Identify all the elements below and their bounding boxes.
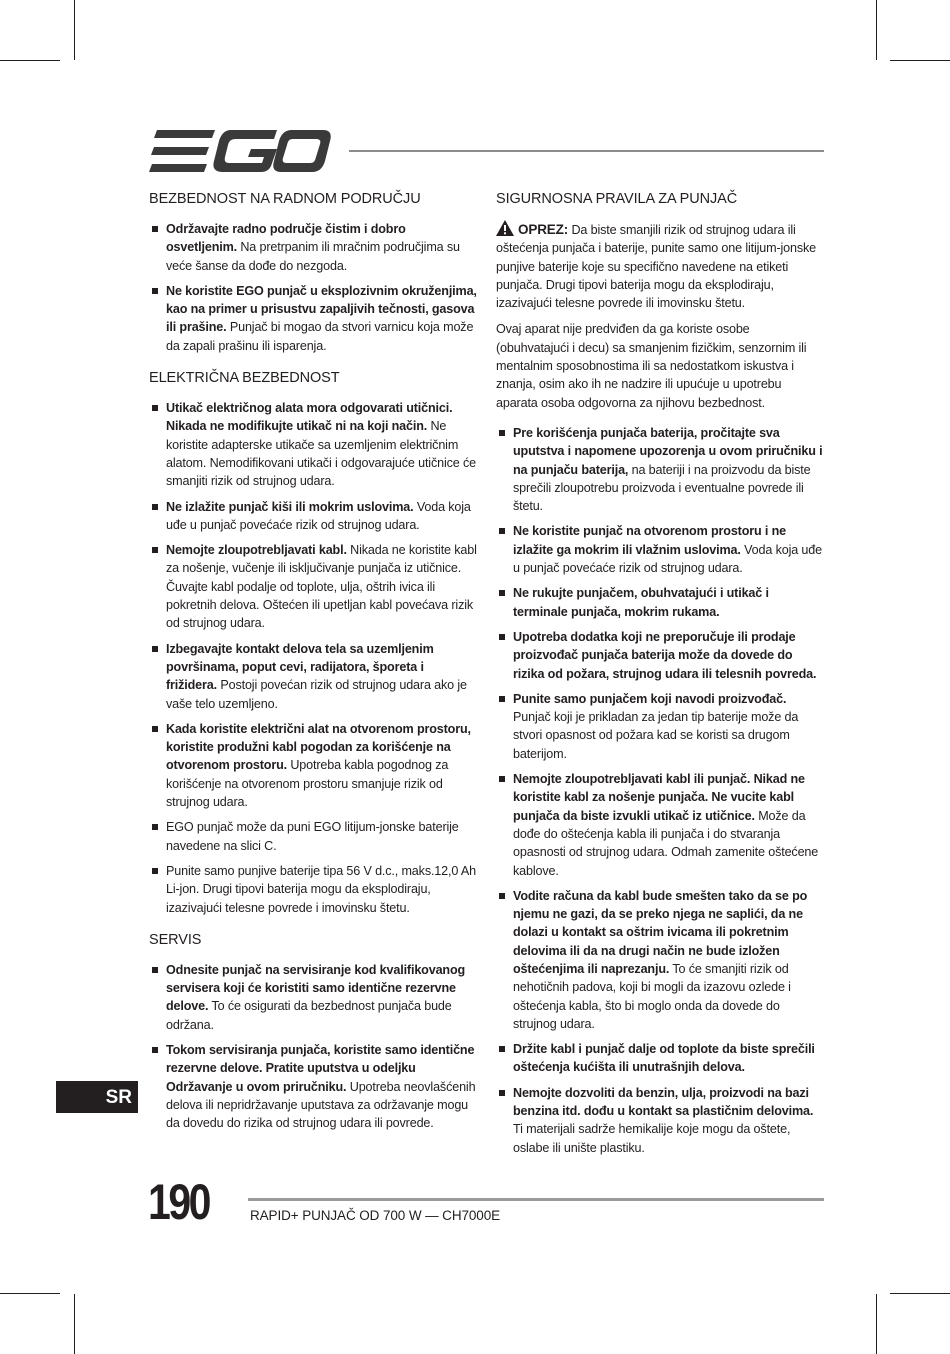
list-item: Držite kabl i punjač dalje od toplote da biste sprečili oštećenja kućišta ili unutrašnjih delova. xyxy=(496,1040,825,1077)
caution-label: OPREZ: xyxy=(518,222,569,237)
language-tab: SR xyxy=(56,1081,138,1113)
header-rule xyxy=(349,150,824,152)
list-item: Ne izlažite punjač kiši ili mokrim uslovima. Voda koja uđe u punjač povećaće rizik od strujnog udara. xyxy=(149,498,477,535)
crop-mark xyxy=(0,60,60,61)
footer-title: RAPID+ PUNJAČ OD 700 W — CH7000E xyxy=(250,1208,501,1223)
bullet-list xyxy=(496,424,825,1157)
list-item: EGO punjač može da puni EGO litijum-jonske baterije navedene na slici C. xyxy=(149,818,477,855)
list-item: Odnesite punjač na servisiranje kod kvalifikovanog servisera koji će koristiti samo identične rezervne delove. To će osigurati da bezbednost punjača bude održana. xyxy=(149,961,477,1034)
list-item: Ne koristite EGO punjač u eksplozivnim okruženjima, kao na primer u prisustvu zapaljivih tečnosti, gasova ili prašine. Punjač bi mogao da stvori varnicu koja može da zapali prašinu ili isparenja. xyxy=(149,282,477,355)
list-item: Upotreba dodatka koji ne preporučuje ili prodaje proizvođač punjača baterija može da dovede do rizika od požara, strujnog udara ili telesnih povreda. xyxy=(496,628,825,683)
warning-triangle-icon xyxy=(496,220,514,236)
list-item: Održavajte radno područje čistim i dobro osvetljenim. Na pretrpanim ili mračnim područjima su veće šanse da dođe do nezgoda. xyxy=(149,220,477,275)
bullet-list xyxy=(149,961,477,1133)
crop-mark xyxy=(74,0,75,60)
section-heading: SERVIS xyxy=(149,931,202,948)
list-item: Izbegavajte kontakt delova tela sa uzemljenim površinama, poput cevi, radijatora, šporeta i frižidera. Postoji povećan rizik od strujnog udara ako je vaše telo uzemljeno. xyxy=(149,640,477,713)
crop-mark xyxy=(890,1293,950,1294)
list-item: Ne rukujte punjačem, obuhvatajući i utikač i terminale punjača, mokrim rukama. xyxy=(496,584,825,621)
caution-text: Da biste smanjili rizik od strujnog udara ili oštećenja punjača i baterije, punite samo one litijum-jonske punjive baterije koje su specifično navedene na etiketi punjača. Drugi tipovi baterija mogu da eksplodiraju, izazivajući telesne povrede ili imovinsku štetu. xyxy=(496,223,817,311)
list-item: Vodite računa da kabl bude smešten tako da se po njemu ne gazi, da se preko njega ne saplići, da ne dolazi u kontakt sa oštrim ivicama ili pokretnim delovima ili da na drugi način ne bude izložen oštećenjima ili naprezanju. To će smanjiti rizik od nehotičnih padova, koji bi mogli da izazovu ozlede i oštećenja kabla, što bi moglo onda da dovede do strujnog udara. xyxy=(496,887,825,1033)
crop-mark xyxy=(0,1293,60,1294)
crop-mark xyxy=(74,1294,75,1354)
right-column xyxy=(496,190,825,1164)
bullet-list xyxy=(149,220,477,355)
section-heading: BEZBEDNOST NA RADNOM PODRUČJU xyxy=(149,191,421,207)
left-column xyxy=(149,190,477,1139)
footer-rule xyxy=(248,1198,824,1201)
body-paragraph: Ovaj aparat nije predviđen da ga koriste osobe (obuhvatajući i decu) sa smanjenim fizičkim, senzornim ili mentalnim sposobnostima ili sa nedostatkom iskustva i znanja, osim ako ih ne nadzire ili upućuje u upotrebu aparata osoba odgovorna za njihovu bezbednost. xyxy=(496,322,807,410)
crop-mark xyxy=(890,60,950,61)
section-heading: SIGURNOSNA PRAVILA ZA PUNJAČ xyxy=(496,191,738,207)
crop-mark xyxy=(876,1294,877,1354)
page-number: 190 xyxy=(148,1174,210,1230)
list-item: Utikač električnog alata mora odgovarati utičnici. Nikada ne modifikujte utikač ni na koji način. Ne koristite adapterske utikače sa uzemljenim električnim alatom. Nemodifikovani utikači i odgovarajuće utičnice će smanjiti rizik od strujnog udara. xyxy=(149,399,477,490)
list-item: Pre korišćenja punjača baterija, pročitajte sva uputstva i napomene upozorenja u ovom priručniku i na punjaču baterija, na bateriji i na proizvodu da biste sprečili zloupotrebu proizvoda i eventualne povrede ili štetu. xyxy=(496,424,825,515)
crop-mark xyxy=(876,0,877,60)
ego-logo xyxy=(149,130,331,172)
list-item: Nemojte zloupotrebljavati kabl. Nikada ne koristite kabl za nošenje, vučenje ili isključivanje punjača iz utičnice. Čuvajte kabl podalje od toplote, ulja, oštrih ivica ili pokretnih delova. Oštećen ili upetljan kabl povećava rizik od strujnog udara. xyxy=(149,541,477,632)
list-item: Tokom servisiranja punjača, koristite samo identične rezervne delove. Pratite uputstva u odeljku Održavanje u ovom priručniku. Upotreba neovlašćenih delova ili nepridržavanje uputstava za održavanje mogu da dovedu do rizika od strujnog udara ili povrede. xyxy=(149,1041,477,1132)
list-item: Ne koristite punjač na otvorenom prostoru i ne izlažite ga mokrim ili vlažnim uslovima. Voda koja uđe u punjač povećaće rizik od strujnog udara. xyxy=(496,522,825,577)
caution-paragraph xyxy=(496,220,825,312)
list-item: Punite samo punjačem koji navodi proizvođač. Punjač koji je prikladan za jedan tip baterije može da stvori opasnost od požara kad se koristi sa drugom baterijom. xyxy=(496,690,825,763)
list-item: Nemojte zloupotrebljavati kabl ili punjač. Nikad ne koristite kabl za nošenje punjača. Ne vucite kabl punjača da biste izvukli utikač iz utičnice. Može da dođe do oštećenja kabla ili punjača i do stvaranja opasnosti od strujnog udara. Odmah zamenite oštećene kablove. xyxy=(496,770,825,880)
bullet-list xyxy=(149,399,477,917)
list-item: Punite samo punjive baterije tipa 56 V d.c., maks.12,0 Ah Li-jon. Drugi tipovi baterija mogu da eksplodiraju, izazivajući telesne povrede i imovinsku štetu. xyxy=(149,862,477,917)
list-item: Kada koristite električni alat na otvorenom prostoru, koristite produžni kabl pogodan za korišćenje na otvorenom prostoru. Upotreba kabla pogodnog za korišćenje na otvorenom prostoru smanjuje rizik od strujnog udara. xyxy=(149,720,477,811)
section-heading: ELEKTRIČNA BEZBEDNOST xyxy=(149,370,340,387)
list-item: Nemojte dozvoliti da benzin, ulja, proizvodi na bazi benzina itd. dođu u kontakt sa plastičnim delovima. Ti materijali sadrže hemikalije koje mogu da oštete, oslabe ili unište plastiku. xyxy=(496,1084,825,1157)
